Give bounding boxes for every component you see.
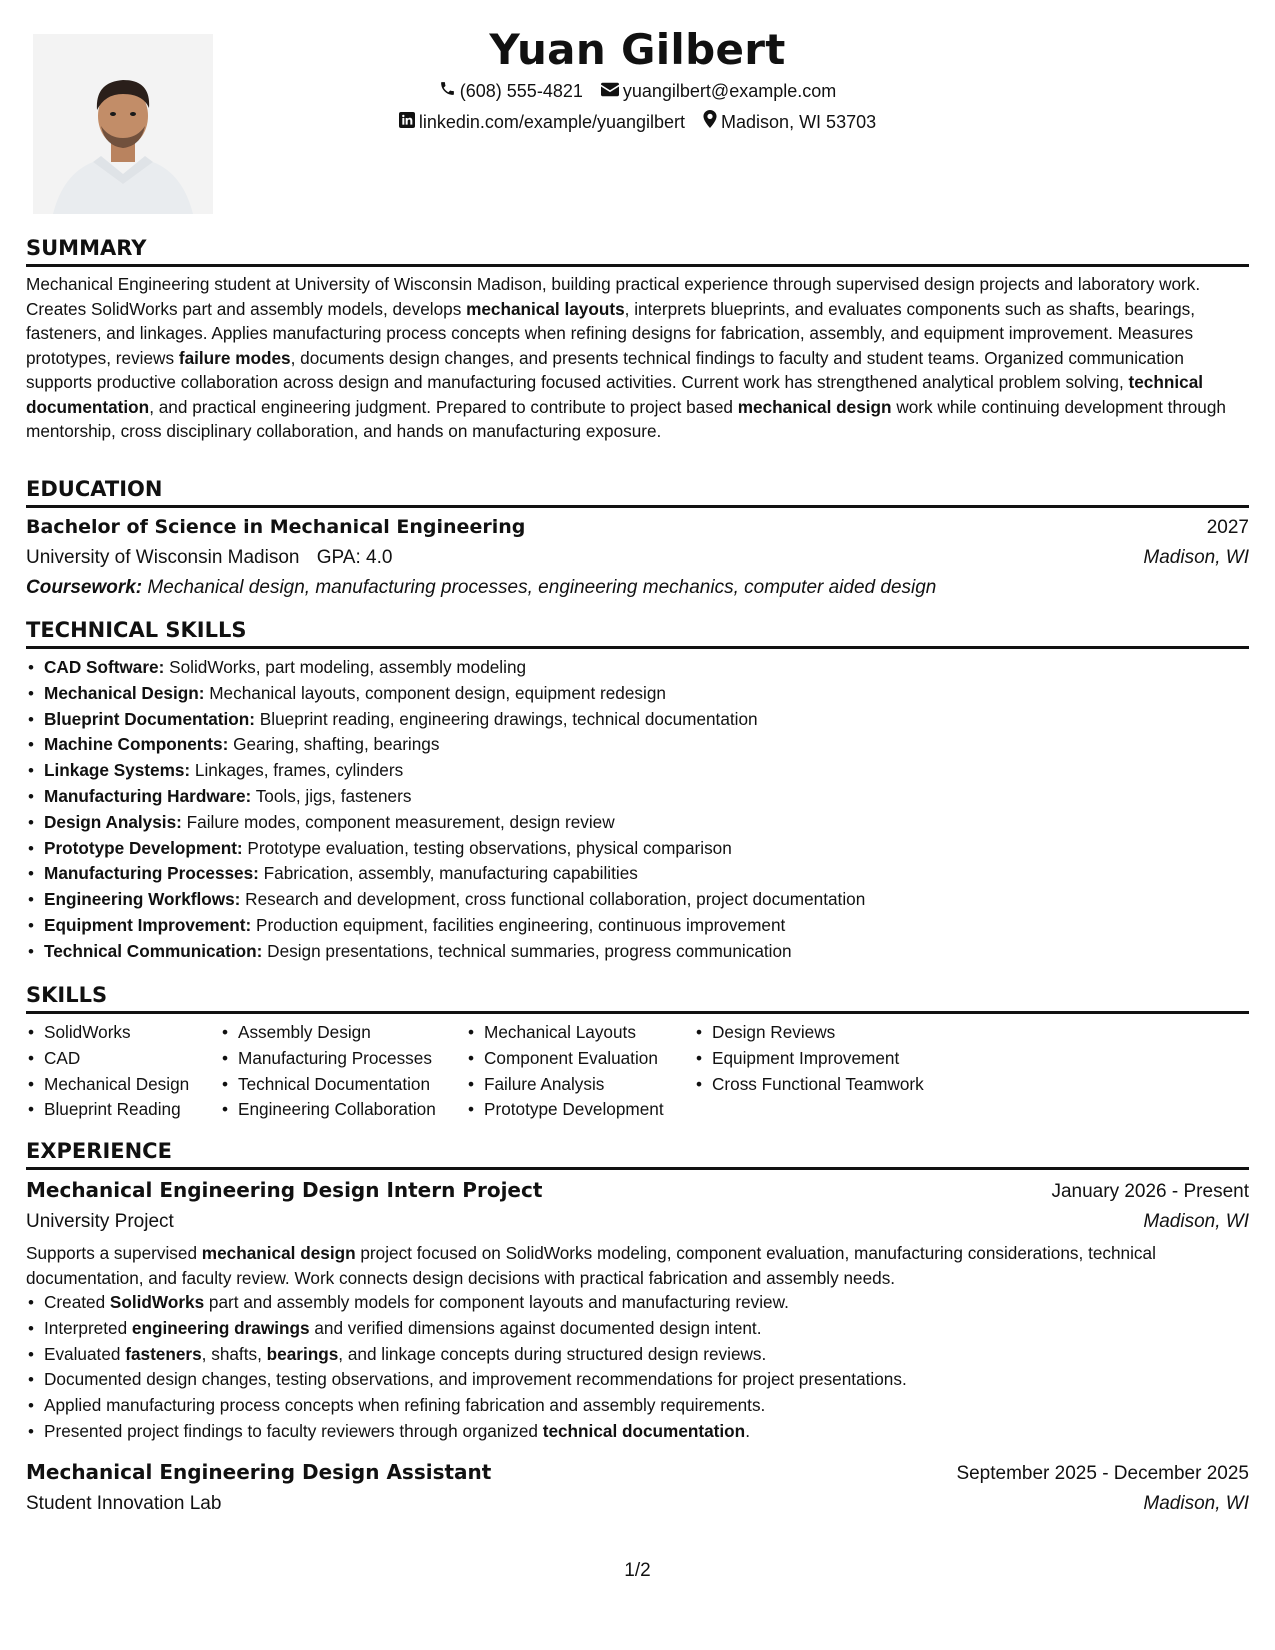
skill-category: Machine Components: [44, 734, 229, 755]
technical-skill-item [26, 939, 1249, 965]
skill-values: Blueprint reading, engineering drawings, technical documentation [255, 708, 758, 729]
job-bullets [26, 1290, 1249, 1445]
bullet-text: , shafts, [201, 1343, 267, 1364]
skill-category: Engineering Workflows: [44, 889, 241, 910]
phone-icon [439, 76, 456, 107]
skill-values: Design presentations, technical summaries, progress communication [262, 940, 792, 961]
summary-text: work while continuing development through mentorship, cross disciplinary collaboration, and hands on manufacturing exposure. [26, 396, 1226, 441]
school-info [26, 543, 392, 573]
skill-values: Tools, jigs, fasteners [251, 785, 412, 806]
technical-skill-item [26, 758, 1249, 784]
summary-text: , documents design changes, and presents technical findings to faculty and student teams. Organized communication supports productive collaboration across design and manufacturing focused activities. Current work has strengthened analytical problem solving, [26, 347, 1184, 392]
bullet-text: Documented design changes, testing observations, and improvement recommendations for project presentations. [44, 1369, 907, 1390]
coursework-text: Mechanical design, manufacturing processes, engineering mechanics, computer aided design [147, 577, 937, 598]
skills-column [694, 1020, 934, 1123]
job-bullet [26, 1393, 1249, 1419]
coursework [26, 573, 1249, 603]
section-title-summary: SUMMARY [26, 234, 1249, 267]
skill-category: Prototype Development: [44, 837, 243, 858]
skill-values: Production equipment, facilities engineering, continuous improvement [251, 914, 786, 935]
map-pin-icon [703, 107, 717, 138]
skill-item: • Manufacturing Processes [220, 1046, 466, 1072]
technical-skill-item [26, 836, 1249, 862]
graduation-year: 2027 [1206, 517, 1249, 538]
bullet-text: Evaluated [44, 1343, 126, 1364]
job-header [26, 1175, 1249, 1207]
job-location: Madison, WI [1143, 1211, 1249, 1232]
job-description [26, 1241, 1249, 1290]
skill-values: Prototype evaluation, testing observations, physical comparison [242, 837, 732, 858]
technical-skill-item [26, 784, 1249, 810]
bullet-bold: fasteners [125, 1343, 202, 1364]
technical-skill-item [26, 861, 1249, 887]
bullet-text: and verified dimensions against documented design intent. [309, 1317, 762, 1338]
skill-item: • Equipment Improvement [694, 1046, 934, 1072]
job-subheader [26, 1207, 1249, 1237]
skill-item: • Cross Functional Teamwork [694, 1072, 934, 1098]
summary-text [26, 272, 1249, 444]
bullet-text: Presented project findings to faculty reviewers through organized [44, 1420, 543, 1441]
job-entry [26, 1457, 1249, 1519]
summary-text: , interprets blueprints, and evaluates components such as shafts, bearings, fasteners, and linkages. Applies manufacturing process concepts when refining designs for fabrication, assembly, and equipment improvement. Measures prototypes, reviews [26, 298, 1196, 368]
skill-item: • Component Evaluation [466, 1046, 694, 1072]
bullet-bold: technical documentation [542, 1420, 746, 1441]
summary-text: Mechanical Engineering student at University of Wisconsin Madison, building practical experience through supervised design projects and laboratory work. Creates SolidWorks part and assembly models, develops [26, 274, 1201, 319]
job-bullet [26, 1419, 1249, 1445]
bullet-bold: bearings [266, 1343, 339, 1364]
phone-number: (608) 555-4821 [459, 81, 583, 101]
email-contact[interactable] [601, 76, 836, 107]
bullet-text: , and linkage concepts during structured design reviews. [338, 1343, 767, 1364]
job-dates: January 2026 - Present [1051, 1181, 1249, 1202]
summary-bold: mechanical design [737, 396, 892, 417]
skill-category: Blueprint Documentation: [44, 708, 256, 729]
summary-section [26, 234, 1249, 444]
skill-values: Linkages, frames, cylinders [190, 760, 404, 781]
location-contact [703, 107, 876, 138]
skill-item: • Blueprint Reading [26, 1097, 220, 1123]
job-dates: September 2025 - December 2025 [956, 1462, 1249, 1484]
technical-skill-item [26, 732, 1249, 758]
linkedin-icon [399, 107, 415, 138]
bullet-text: Interpreted [44, 1317, 132, 1338]
skill-item: • Design Reviews [694, 1020, 934, 1046]
phone-contact [439, 76, 583, 107]
technical-skill-item [26, 887, 1249, 913]
job-bullet [26, 1290, 1249, 1316]
job-title: Mechanical Engineering Design Assistant [26, 1459, 492, 1484]
education-location: Madison, WI [1143, 547, 1249, 568]
skill-item: • Failure Analysis [466, 1072, 694, 1098]
linkedin-url[interactable]: linkedin.com/example/yuangilbert [418, 112, 686, 132]
job-bullet [26, 1367, 1249, 1393]
school-name: University of Wisconsin Madison [26, 547, 300, 568]
job-bullet [26, 1342, 1249, 1368]
skill-item: • Prototype Development [466, 1097, 694, 1123]
skill-category: Mechanical Design: [44, 682, 205, 703]
summary-bold: failure modes [178, 347, 291, 368]
job-bullet [26, 1316, 1249, 1342]
skill-item: • Engineering Collaboration [220, 1097, 466, 1123]
section-title-education: EDUCATION [26, 475, 1249, 508]
skill-item: • CAD [26, 1046, 220, 1072]
bullet-text: Created [44, 1292, 110, 1312]
job-org: Student Innovation Lab [26, 1492, 222, 1514]
technical-skill-item [26, 681, 1249, 707]
skill-values: Fabrication, assembly, manufacturing capabilities [258, 863, 638, 884]
job-entry [26, 1175, 1249, 1445]
skills-column [220, 1020, 466, 1123]
skill-category: Manufacturing Hardware: [44, 785, 252, 806]
candidate-name: Yuan Gilbert [489, 25, 786, 74]
skill-item: • Mechanical Layouts [466, 1020, 694, 1046]
skills-column [26, 1020, 220, 1123]
email-address[interactable]: yuangilbert@example.com [622, 81, 837, 101]
section-title-experience: EXPERIENCE [26, 1137, 1249, 1170]
contact-line-2 [0, 107, 1275, 138]
section-title-skills: SKILLS [26, 981, 1249, 1014]
summary-bold: mechanical layouts [466, 298, 625, 319]
experience-section [26, 1137, 1249, 1519]
job-org: University Project [26, 1211, 174, 1232]
summary-text: , and practical engineering judgment. Prepared to contribute to project based [149, 396, 738, 417]
skill-values: SolidWorks, part modeling, assembly modeling [164, 657, 527, 677]
coursework-label: Coursework: [26, 577, 143, 598]
technical-skill-item [26, 655, 1249, 681]
bullet-text: . [745, 1420, 750, 1441]
education-row-1 [26, 512, 1249, 543]
degree-title: Bachelor of Science in Mechanical Engineering [26, 516, 526, 538]
resume-header [0, 24, 1275, 138]
job-title: Mechanical Engineering Design Intern Project [26, 1178, 543, 1202]
technical-skills-list [26, 655, 1249, 965]
section-title-technical-skills: TECHNICAL SKILLS [26, 616, 1249, 649]
technical-skill-item [26, 707, 1249, 733]
technical-skill-item [26, 913, 1249, 939]
technical-skills-section [26, 616, 1249, 965]
page-number: 1/2 [624, 1560, 651, 1581]
contact-line-1 [0, 76, 1275, 107]
skills-columns [26, 1020, 1249, 1123]
education-section [26, 475, 1249, 603]
skills-column [466, 1020, 694, 1123]
bullet-bold: engineering drawings [131, 1317, 310, 1338]
gpa: GPA: 4.0 [316, 547, 393, 568]
skill-values: Gearing, shafting, bearings [228, 734, 440, 755]
skills-section [26, 981, 1249, 1123]
skill-category: Manufacturing Processes: [44, 863, 259, 884]
job-header [26, 1457, 1249, 1489]
job-desc-bold: mechanical design [201, 1243, 356, 1263]
skill-item: • Technical Documentation [220, 1072, 466, 1098]
skill-item: • Mechanical Design [26, 1072, 220, 1098]
linkedin-contact[interactable] [399, 107, 685, 138]
bullet-bold: SolidWorks [109, 1292, 205, 1312]
technical-skill-item [26, 810, 1249, 836]
skill-category: Equipment Improvement: [44, 914, 252, 935]
job-subheader [26, 1489, 1249, 1519]
job-desc-text: Supports a supervised [26, 1243, 202, 1263]
skill-category: Linkage Systems: [44, 760, 191, 781]
location-text: Madison, WI 53703 [721, 112, 877, 132]
skill-item: • Assembly Design [220, 1020, 466, 1046]
envelope-icon [601, 76, 619, 107]
job-location: Madison, WI [1143, 1492, 1249, 1514]
skill-category: CAD Software: [44, 657, 165, 677]
skill-item: • SolidWorks [26, 1020, 220, 1046]
summary-bold: technical documentation [26, 372, 1204, 417]
skill-category: Technical Communication: [44, 940, 263, 961]
skill-values: Mechanical layouts, component design, equipment redesign [204, 682, 666, 703]
education-row-2 [26, 543, 1249, 573]
skill-category: Design Analysis: [44, 811, 182, 832]
bullet-text: part and assembly models for component layouts and manufacturing review. [204, 1292, 789, 1312]
job-desc-text: project focused on SolidWorks modeling, component evaluation, manufacturing considerations, technical documentation, and faculty review. Work connects design decisions with practical fabrication and assembly needs. [26, 1243, 1156, 1288]
bullet-text: Applied manufacturing process concepts when refining fabrication and assembly requirements. [44, 1395, 766, 1416]
skill-values: Failure modes, component measurement, design review [181, 811, 615, 832]
skill-values: Research and development, cross functional collaboration, project documentation [240, 889, 866, 910]
